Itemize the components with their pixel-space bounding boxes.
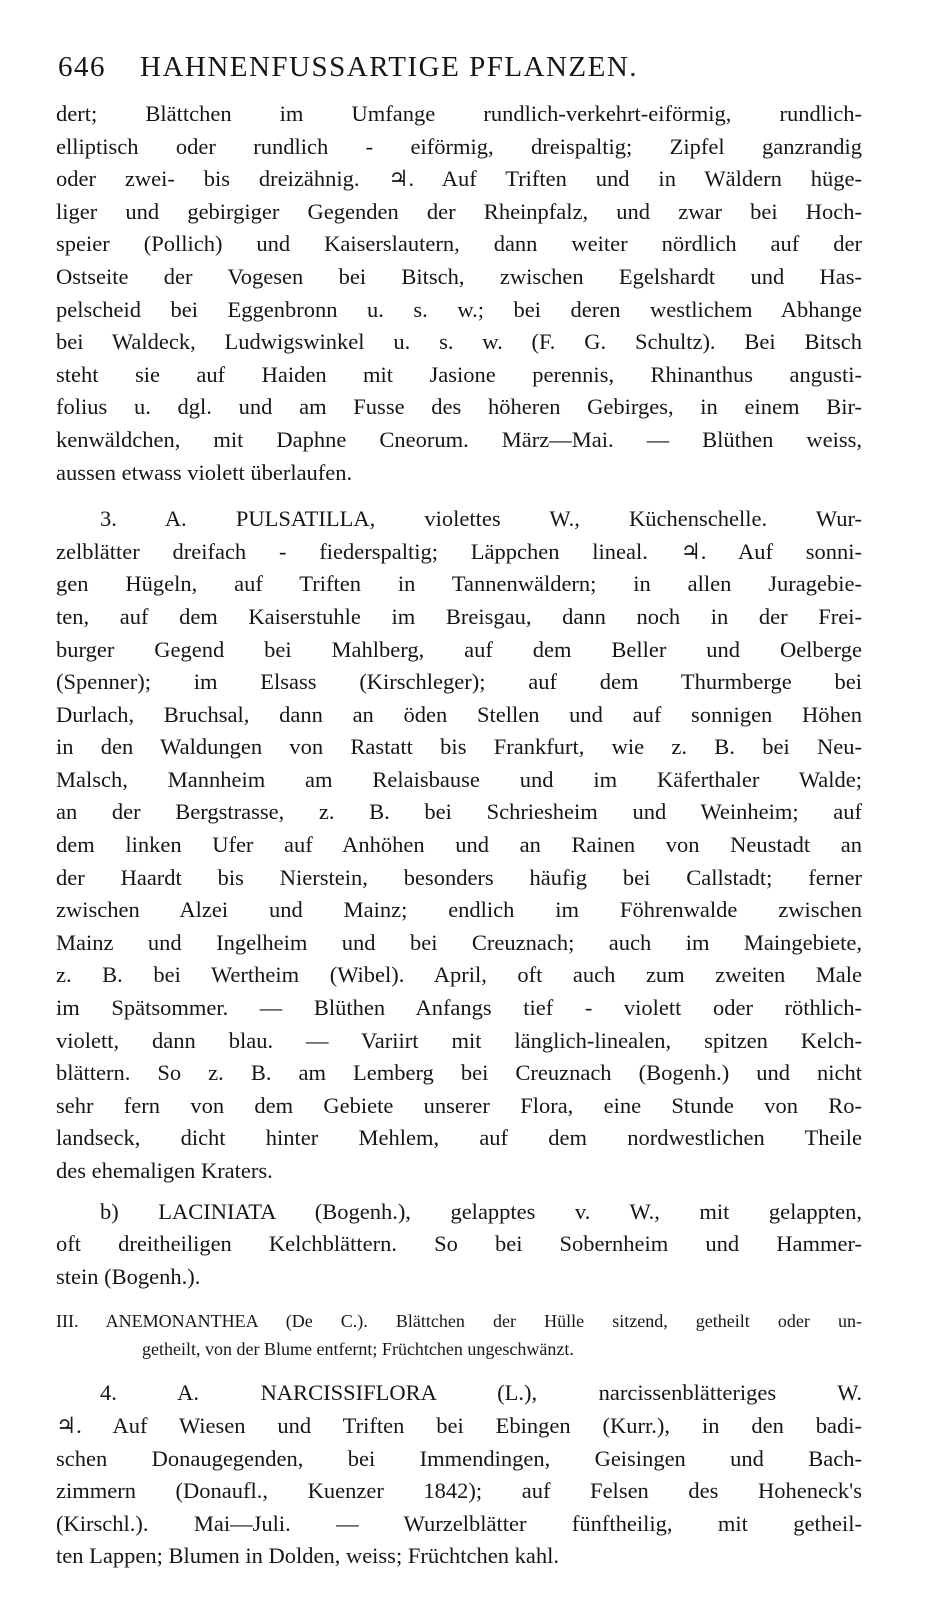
text-line: dem linken Ufer auf Anhöhen und an Rainen von Neustadt an [56, 832, 862, 858]
text-line: 4. A. NARCISSIFLORA (L.), narcissenblätteriges W. [100, 1380, 862, 1406]
running-title: HAHNENFUSSARTIGE PFLANZEN. [140, 51, 639, 83]
text-line: Durlach, Bruchsal, dann an öden Stellen und auf sonnigen Höhen [56, 701, 862, 727]
text-line: getheilt, von der Blume entfernt; Früchtchen ungeschwänzt. [142, 1339, 574, 1360]
text-line: in den Waldungen von Rastatt bis Frankfurt, wie z. B. bei Neu- [56, 734, 862, 760]
text-line: gen Hügeln, auf Triften in Tannenwäldern; in allen Juragebie- [56, 571, 862, 597]
text-line: stein (Bogenh.). [56, 1263, 201, 1289]
text-line: bei Waldeck, Ludwigswinkel u. s. w. (F. G. Schultz). Bei Bitsch [56, 329, 862, 355]
text-line: schen Donaugegenden, bei Immendingen, Geisingen und Bach- [56, 1445, 862, 1471]
text-line: kenwäldchen, mit Daphne Cneorum. März—Mai. — Blüthen weiss, [56, 426, 862, 452]
text-line: ten, auf dem Kaiserstuhle im Breisgau, dann noch in der Frei- [56, 603, 862, 629]
text-line: zelblätter dreifach - fiederspaltig; Läppchen lineal. ♃. Auf sonni- [56, 538, 862, 564]
text-line: an der Bergstrasse, z. B. bei Schriesheim und Weinheim; auf [56, 799, 862, 825]
text-line: blättern. So z. B. am Lemberg bei Creuznach (Bogenh.) und nicht [56, 1060, 862, 1086]
text-line: landseck, dicht hinter Mehlem, auf dem nordwestlichen Theile [56, 1125, 862, 1151]
text-line: folius u. dgl. und am Fusse des höheren Gebirges, in einem Bir- [56, 394, 862, 420]
text-line: oft dreitheiligen Kelchblättern. So bei Sobernheim und Hammer- [56, 1231, 862, 1257]
body-text [56, 98, 862, 1573]
text-line: zwischen Alzei und Mainz; endlich im Föhrenwalde zwischen [56, 897, 862, 923]
text-line: (Spenner); im Elsass (Kirschleger); auf dem Thurmberge bei [56, 669, 862, 695]
text-line: ♃. Auf Wiesen und Triften bei Ebingen (Kurr.), in den badi- [56, 1412, 862, 1438]
text-line: dert; Blättchen im Umfange rundlich-verkehrt-eiförmig, rundlich- [56, 101, 862, 126]
text-line: liger und gebirgiger Gegenden der Rheinpfalz, und zwar bei Hoch- [56, 198, 862, 224]
text-line: ten Lappen; Blumen in Dolden, weiss; Früchtchen kahl. [56, 1543, 560, 1569]
text-line: sehr fern von dem Gebiete unserer Flora, eine Stunde von Ro- [56, 1092, 862, 1118]
text-line: pelscheid bei Eggenbronn u. s. w.; bei deren westlichem Abhange [56, 296, 862, 322]
text-line: im Spätsommer. — Blüthen Anfangs tief - violett oder röthlich- [56, 995, 862, 1021]
text-line: (Kirschl.). Mai—Juli. — Wurzelblätter fünftheilig, mit getheil- [56, 1510, 862, 1536]
text-line: aussen etwass violett überlaufen. [56, 459, 353, 485]
text-line: zimmern (Donaufl., Kuenzer 1842); auf Felsen des Hoheneck's [56, 1478, 862, 1504]
paragraph-pulsatilla [56, 503, 862, 1187]
paragraph-narcissiflora [56, 1377, 862, 1573]
text-line: z. B. bei Wertheim (Wibel). April, oft auch zum zweiten Male [56, 962, 862, 988]
text-line: Ostseite der Vogesen bei Bitsch, zwischen Egelshardt und Has- [56, 263, 862, 289]
text-line: oder zwei- bis dreizähnig. ♃. Auf Triften und in Wäldern hüge- [56, 166, 862, 192]
text-line: 3. A. PULSATILLA, violettes W., Küchenschelle. Wur- [100, 506, 862, 532]
text-line: speier (Pollich) und Kaiserslautern, dann weiter nördlich auf der [56, 231, 862, 257]
text-line: Mainz und Ingelheim und bei Creuznach; auch im Maingebiete, [56, 929, 862, 955]
text-line: steht sie auf Haiden mit Jasione perennis, Rhinanthus angusti- [56, 361, 862, 387]
text-line: elliptisch oder rundlich - eiförmig, dreispaltig; Zipfel ganzrandig [56, 133, 862, 159]
page-number: 646 [58, 51, 106, 83]
text-line: b) LACINIATA (Bogenh.), gelapptes v. W., mit gelappten, [100, 1198, 862, 1224]
section-anemonanthea [56, 1307, 862, 1363]
paragraph-continuation [56, 98, 862, 489]
text-line: burger Gegend bei Mahlberg, auf dem Beller und Oelberge [56, 636, 862, 662]
text-line: des ehemaligen Kraters. [56, 1158, 273, 1183]
paragraph-laciniata [56, 1196, 862, 1294]
running-header [58, 52, 858, 92]
text-line: der Haardt bis Nierstein, besonders häufig bei Callstadt; ferner [56, 864, 862, 890]
text-line: III. ANEMONANTHEA (De C.). Blättchen der Hülle sitzend, getheilt oder un- [56, 1311, 862, 1332]
text-line: violett, dann blau. — Variirt mit länglich-linealen, spitzen Kelch- [56, 1027, 862, 1053]
text-line: Malsch, Mannheim am Relaisbause und im Käferthaler Walde; [56, 766, 862, 792]
